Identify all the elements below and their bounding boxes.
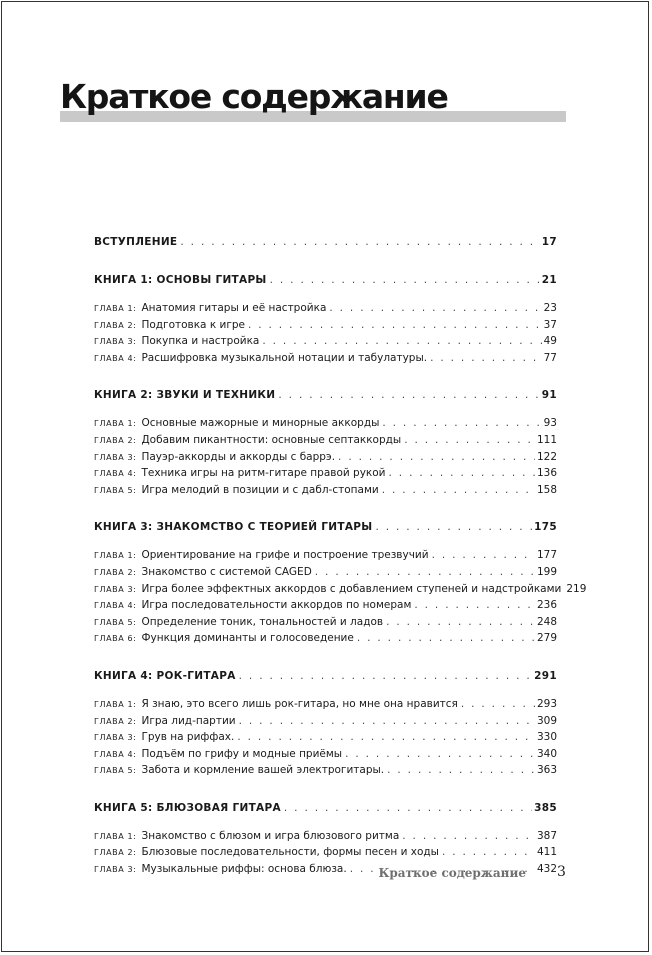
dot-leader: [461, 698, 535, 710]
chapter-label: ГЛАВА 1:: [94, 831, 137, 841]
page-ref: 23: [543, 302, 557, 314]
toc-chapter-row[interactable]: [94, 764, 557, 781]
toc-chapter-row[interactable]: [94, 352, 557, 369]
toc-spacer: [94, 538, 557, 549]
page-ref: 387: [536, 829, 557, 842]
dot-leader: [345, 748, 535, 760]
dot-leader: [239, 670, 533, 682]
toc-spacer: [94, 819, 557, 830]
page-ref: 363: [536, 764, 557, 777]
title-block: [60, 75, 566, 119]
chapter-title: Подъём по грифу и модные приёмы: [141, 747, 343, 760]
dot-leader: [432, 549, 535, 561]
chapter-title: Грув на риффах.: [141, 731, 235, 744]
page-ref: 236: [536, 599, 557, 612]
chapter-label: ГЛАВА 3:: [94, 337, 137, 347]
dot-leader: [237, 731, 535, 743]
toc-section-row[interactable]: [94, 802, 557, 819]
toc-section-row[interactable]: [94, 670, 557, 687]
dot-leader: [284, 802, 532, 814]
page-ref: 340: [536, 747, 557, 760]
toc-chapter-row[interactable]: [94, 846, 557, 863]
dot-leader: [402, 830, 535, 842]
chapter-title: Знакомство с блюзом и игра блюзового ритма: [141, 829, 400, 842]
toc-chapter-row[interactable]: [94, 616, 557, 633]
chapter-title: Знакомство с системой CAGED: [141, 565, 312, 578]
chapter-label: ГЛАВА 4:: [94, 601, 137, 611]
chapter-label: ГЛАВА 2:: [94, 716, 137, 726]
chapter-title: Добавим пикантности: основные септаккорды: [141, 433, 402, 446]
dot-leader: [338, 451, 535, 463]
page-footer: [0, 866, 652, 886]
page-ref: 93: [543, 417, 557, 430]
chapter-title: Подготовка к игре: [141, 318, 245, 331]
chapter-label: ГЛАВА 3:: [94, 733, 137, 743]
section-title: ВСТУПЛЕНИЕ: [94, 236, 178, 248]
toc-chapter-row[interactable]: [94, 731, 557, 748]
toc-chapter-row[interactable]: [94, 632, 557, 649]
toc-spacer: [94, 406, 557, 417]
page-ref: 175: [534, 521, 557, 534]
chapter-title: Музыкальные риффы: основа блюза.: [141, 863, 347, 876]
toc-chapter-row[interactable]: [94, 302, 557, 319]
chapter-label: ГЛАВА 1:: [94, 551, 137, 561]
chapter-title: Игра мелодий в позиции и с дабл-стопами: [141, 483, 379, 496]
toc-chapter-row[interactable]: [94, 582, 587, 600]
toc-spacer: [94, 291, 557, 302]
chapter-title: Я знаю, это всего лишь рок-гитара, но мне она нравится: [141, 697, 458, 710]
toc-chapter-row[interactable]: [94, 417, 557, 434]
toc-chapter-row[interactable]: [94, 698, 557, 715]
dot-leader: [386, 616, 535, 628]
toc-chapter-row[interactable]: [94, 319, 557, 336]
dot-leader: [382, 417, 541, 429]
chapter-label: ГЛАВА 1:: [94, 419, 137, 429]
chapter-title: Пауэр-аккорды и аккорды с баррэ.: [141, 450, 336, 463]
chapter-label: ГЛАВА 5:: [94, 766, 137, 776]
page-ref: 21: [541, 274, 557, 286]
dot-leader: [270, 274, 540, 286]
chapter-label: ГЛАВА 3:: [94, 584, 137, 594]
dot-leader: [382, 484, 535, 496]
page-ref: 199: [536, 565, 557, 578]
chapter-label: ГЛАВА 4:: [94, 749, 137, 759]
page-title: Краткое содержание: [60, 77, 448, 116]
page-ref: 293: [536, 697, 557, 710]
dot-leader: [442, 846, 535, 858]
toc-spacer: [94, 649, 557, 670]
toc-chapter-row[interactable]: [94, 467, 557, 484]
section-title: КНИГА 5: БЛЮЗОВАЯ ГИТАРА: [94, 801, 281, 814]
chapter-title: Игра более эффектных аккордов с добавлением ступеней и надстройками: [141, 582, 562, 595]
chapter-label: ГЛАВА 1:: [94, 699, 137, 709]
page-ref: 177: [536, 549, 557, 562]
page-ref: 432: [536, 863, 557, 876]
chapter-label: ГЛАВА 5:: [94, 617, 137, 627]
chapter-label: ГЛАВА 5:: [94, 485, 137, 495]
page-ref: 49: [543, 335, 557, 348]
toc-chapter-row[interactable]: [94, 748, 557, 765]
toc-chapter-row[interactable]: [94, 830, 557, 847]
chapter-label: ГЛАВА 4:: [94, 353, 137, 363]
toc-chapter-row[interactable]: [94, 451, 557, 468]
toc-section-row[interactable]: [94, 521, 557, 538]
page-ref: 385: [534, 801, 557, 814]
page-ref: 91: [541, 389, 557, 402]
toc-spacer: [94, 687, 557, 698]
dot-leader: [180, 236, 539, 248]
toc-chapter-row[interactable]: [94, 599, 557, 616]
dot-leader: [239, 715, 535, 727]
dot-leader: [404, 434, 535, 446]
dot-leader: [278, 389, 539, 401]
toc-spacer: [94, 253, 557, 274]
page-ref: 279: [536, 632, 557, 645]
page-ref: 219: [566, 582, 587, 595]
dot-leader: [389, 467, 535, 479]
toc-section-row[interactable]: [94, 236, 557, 253]
toc-spacer: [94, 368, 557, 389]
dot-leader: [329, 302, 541, 314]
chapter-title: Техника игры на ритм-гитаре правой рукой: [141, 467, 386, 480]
page-ref: 136: [536, 467, 557, 480]
dot-leader: [248, 319, 542, 331]
page-ref: 17: [541, 236, 557, 248]
chapter-title: Основные мажорные и минорные аккорды: [141, 417, 380, 430]
dot-leader: [375, 521, 532, 533]
dot-leader: [387, 764, 535, 776]
chapter-label: ГЛАВА 6:: [94, 634, 137, 644]
page-ref: 248: [536, 615, 557, 628]
toc-chapter-row[interactable]: [94, 335, 557, 352]
toc-chapter-row[interactable]: [94, 566, 557, 583]
chapter-title: Игра лид-партии: [141, 714, 236, 727]
toc-spacer: [94, 500, 557, 521]
chapter-title: Анатомия гитары и её настройка: [141, 302, 327, 314]
section-title: КНИГА 4: РОК-ГИТАРА: [94, 669, 236, 682]
dot-leader: [315, 566, 535, 578]
page-ref: 330: [536, 731, 557, 744]
dot-leader: [414, 599, 535, 611]
toc-chapter-row[interactable]: [94, 715, 557, 732]
table-of-contents: [94, 236, 587, 880]
chapter-label: ГЛАВА 2:: [94, 567, 137, 577]
page-ref: 111: [536, 433, 557, 446]
section-title: КНИГА 3: ЗНАКОМСТВО С ТЕОРИЕЙ ГИТАРЫ: [94, 521, 373, 534]
page-number: 3: [557, 864, 566, 880]
chapter-title: Игра последовательности аккордов по номерам: [141, 599, 412, 612]
page-ref: 291: [534, 669, 557, 682]
chapter-title: Блюзовые последовательности, формы песен и ходы: [141, 846, 439, 859]
page-ref: 309: [536, 714, 557, 727]
chapter-title: Покупка и настройка: [141, 335, 260, 348]
dot-leader: [430, 352, 542, 364]
toc-chapter-row[interactable]: [94, 549, 557, 566]
chapter-label: ГЛАВА 3:: [94, 452, 137, 462]
page-ref: 77: [543, 351, 557, 364]
chapter-label: ГЛАВА 3:: [94, 865, 137, 875]
chapter-title: Определение тоник, тональностей и ладов: [141, 615, 384, 628]
chapter-label: ГЛАВА 2:: [94, 848, 137, 858]
chapter-title: Расшифровка музыкальной нотации и табулатуры.: [141, 351, 428, 364]
toc-section-row[interactable]: [94, 389, 557, 406]
page-ref: 37: [543, 318, 557, 331]
toc-chapter-row[interactable]: [94, 484, 557, 501]
dot-leader: [262, 335, 541, 347]
running-footer-title: Краткое содержание: [378, 866, 526, 880]
toc-spacer: [94, 781, 557, 802]
page-ref: 158: [536, 483, 557, 496]
chapter-title: Функция доминанты и голосоведение: [141, 632, 354, 645]
page-ref: 411: [536, 846, 557, 859]
chapter-label: ГЛАВА 4:: [94, 469, 137, 479]
toc-chapter-row[interactable]: [94, 434, 557, 451]
page-ref: 122: [536, 450, 557, 463]
chapter-label: ГЛАВА 2:: [94, 320, 137, 330]
chapter-title: Забота и кормление вашей электрогитары.: [141, 764, 385, 777]
section-title: КНИГА 2: ЗВУКИ И ТЕХНИКИ: [94, 389, 276, 402]
chapter-title: Ориентирование на грифе и построение трезвучий: [141, 549, 429, 562]
section-title: КНИГА 1: ОСНОВЫ ГИТАРЫ: [94, 274, 267, 286]
dot-leader: [357, 632, 535, 644]
chapter-label: ГЛАВА 1:: [94, 304, 137, 313]
toc-section-row[interactable]: [94, 274, 557, 291]
chapter-label: ГЛАВА 2:: [94, 435, 137, 445]
